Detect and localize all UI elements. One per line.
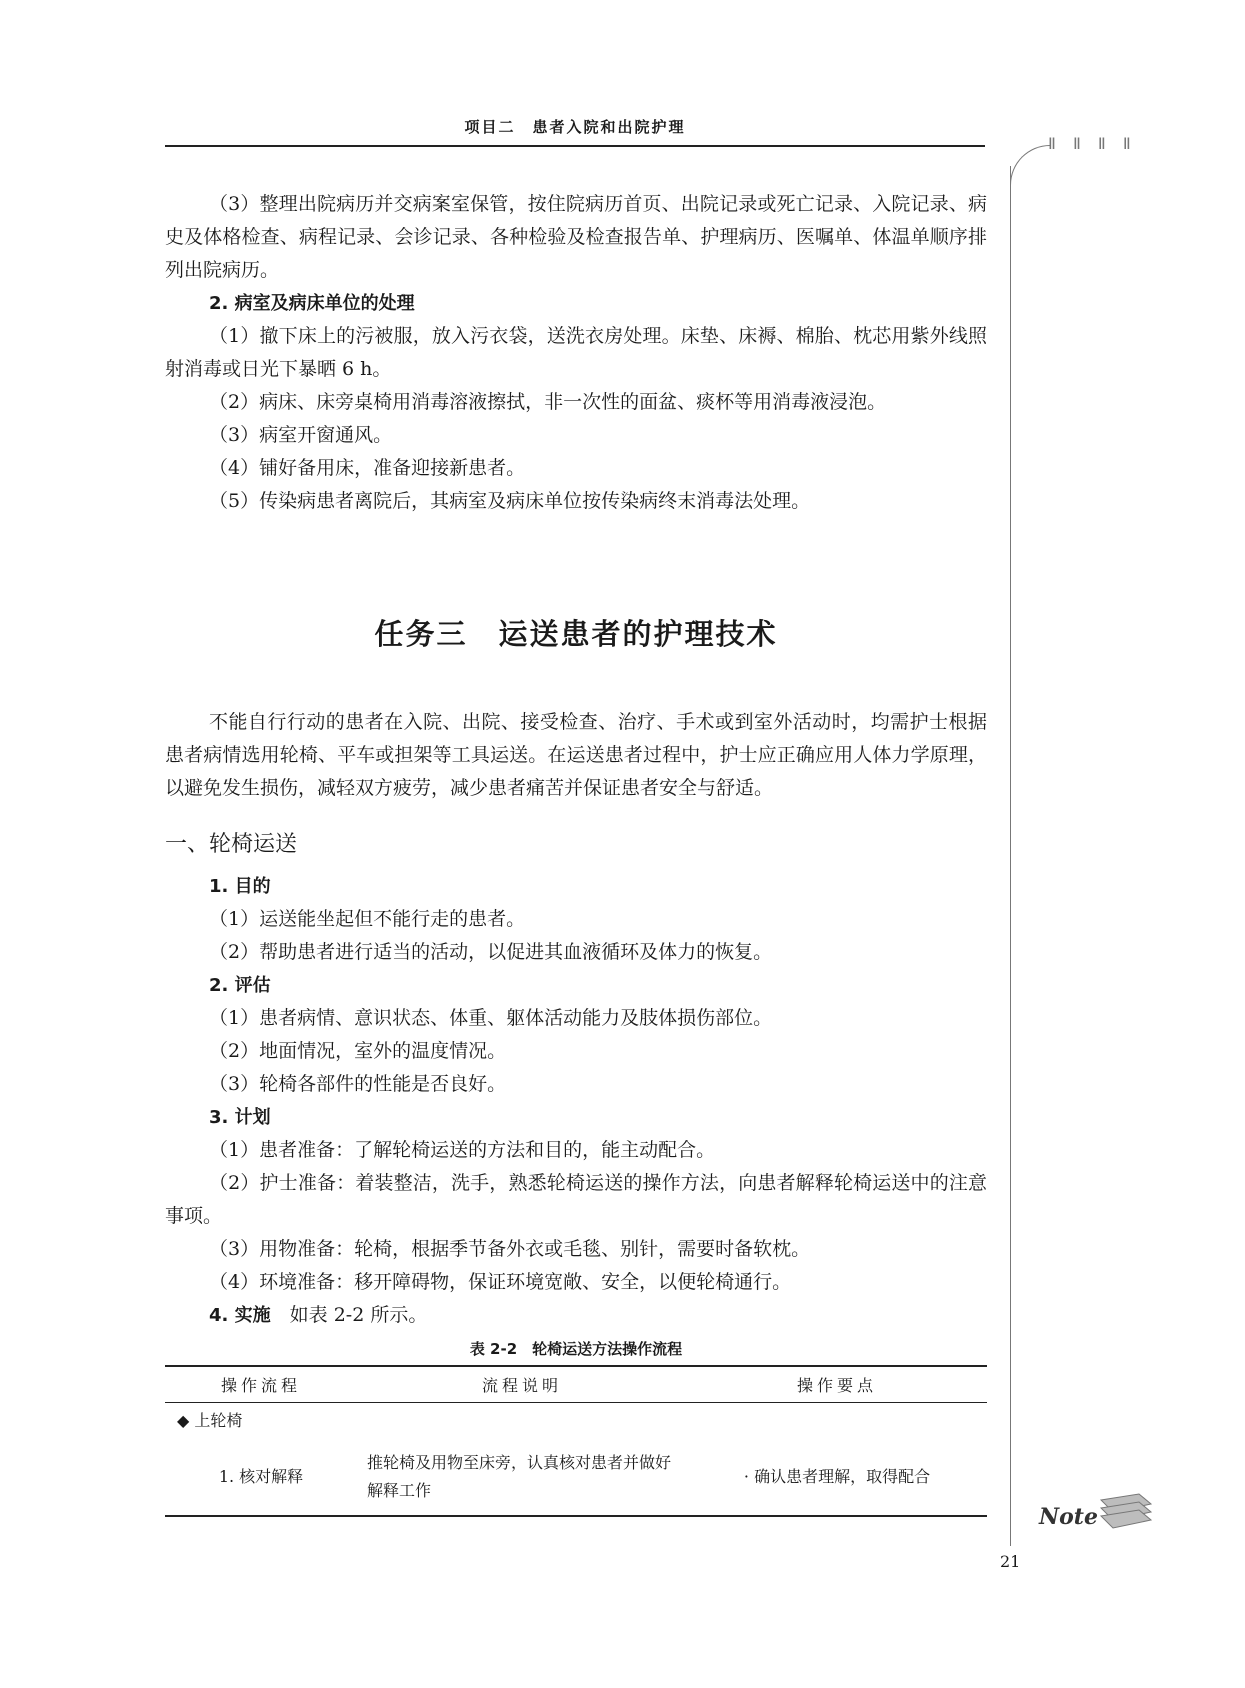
list-item: （2）帮助患者进行适当的活动，以促进其血液循环及体力的恢复。 [209, 941, 773, 963]
list-item: （1）患者病情、意识状态、体重、躯体活动能力及肢体损伤部位。 [209, 1007, 773, 1029]
step-cell: 1. 核对解释 [165, 1439, 357, 1516]
column-header: 操作流程 [165, 1366, 357, 1403]
group-label: ◆ 上轮椅 [177, 1411, 243, 1430]
list-item: （1）患者准备：了解轮椅运送的方法和目的，能主动配合。 [209, 1139, 716, 1161]
subheading: 1. 目的 [209, 876, 271, 897]
procedure-table [165, 1365, 987, 1517]
header-decoration: Ⅱ Ⅱ Ⅱ Ⅱ [1048, 134, 1137, 153]
paragraph: （5）传染病患者离院后，其病室及病床单位按传染病终末消毒法处理。 [209, 490, 811, 512]
point-cell: · 确认患者理解，取得配合 [687, 1439, 987, 1516]
column-header: 操作要点 [687, 1366, 987, 1403]
table-caption: 表 2-2 轮椅运送方法操作流程 [469, 1340, 683, 1358]
section-title: 一、轮椅运送 [165, 832, 298, 857]
note-logo-text: Note [1039, 1504, 1098, 1530]
list-item: （3）用物准备：轮椅，根据季节备外衣或毛毯、别针，需要时备软枕。 [209, 1238, 811, 1260]
table-group-row [165, 1403, 987, 1440]
subheading: 4. 实施 [209, 1305, 271, 1326]
table-header-row [165, 1366, 987, 1403]
paragraph: （3）病室开窗通风。 [209, 424, 393, 446]
margin-line [1010, 166, 1011, 1546]
task-intro: 不能自行行动的患者在入院、出院、接受检查、治疗、手术或到室外活动时，均需护士根据患者病情选用轮椅、平车或担架等工具运送。在运送患者过程中，护士应正确应用人体力学原理，以避免发生损伤，减轻双方疲劳，减少患者痛苦并保证患者安全与舒适。 [165, 711, 987, 799]
list-item: （4）环境准备：移开障碍物，保证环境宽敞、安全，以便轮椅通行。 [209, 1271, 792, 1293]
page-body [165, 188, 987, 1517]
paragraph: （3）整理出院病历并交病案室保管，按住院病历首页、出院记录或死亡记录、入院记录、病史及体格检查、病程记录、会诊记录、各种检验及检查报告单、护理病历、医嘱单、体温单顺序排列出院病历。 [165, 193, 987, 281]
header-title: 项目二 患者入院和出院护理 [464, 118, 686, 136]
task-title: 任务三 运送患者的护理技术 [374, 617, 778, 651]
subheading: 3. 计划 [209, 1107, 271, 1128]
header-rule [165, 145, 985, 147]
implementation-text: 如表 2-2 所示。 [289, 1304, 428, 1326]
page-number: 21 [1000, 1552, 1021, 1571]
list-item: （2）护士准备：着装整洁，洗手，熟悉轮椅运送的操作方法，向患者解释轮椅运送中的注意事项。 [165, 1172, 987, 1227]
table-row [165, 1439, 987, 1516]
subheading: 2. 评估 [209, 975, 271, 996]
list-item: （1）运送能坐起但不能行走的患者。 [209, 908, 526, 930]
paragraph: （2）病床、床旁桌椅用消毒溶液擦拭，非一次性的面盆、痰杯等用消毒液浸泡。 [209, 391, 887, 413]
desc-cell: 推轮椅及用物至床旁，认真核对患者并做好解释工作 [357, 1439, 687, 1516]
paragraph: （4）铺好备用床，准备迎接新患者。 [209, 457, 526, 479]
list-item: （3）轮椅各部件的性能是否良好。 [209, 1073, 507, 1095]
column-header: 流程说明 [357, 1366, 687, 1403]
implementation-line [165, 1299, 987, 1332]
margin-curve [1010, 145, 1051, 186]
book-stack-icon [1101, 1494, 1151, 1528]
note-logo [1035, 1490, 1155, 1534]
subheading: 2. 病室及病床单位的处理 [209, 293, 415, 314]
list-item: （2）地面情况，室外的温度情况。 [209, 1040, 507, 1062]
paragraph: （1）撤下床上的污被服，放入污衣袋，送洗衣房处理。床垫、床褥、棉胎、枕芯用紫外线照射消毒或日光下暴晒 6 h。 [165, 325, 987, 380]
